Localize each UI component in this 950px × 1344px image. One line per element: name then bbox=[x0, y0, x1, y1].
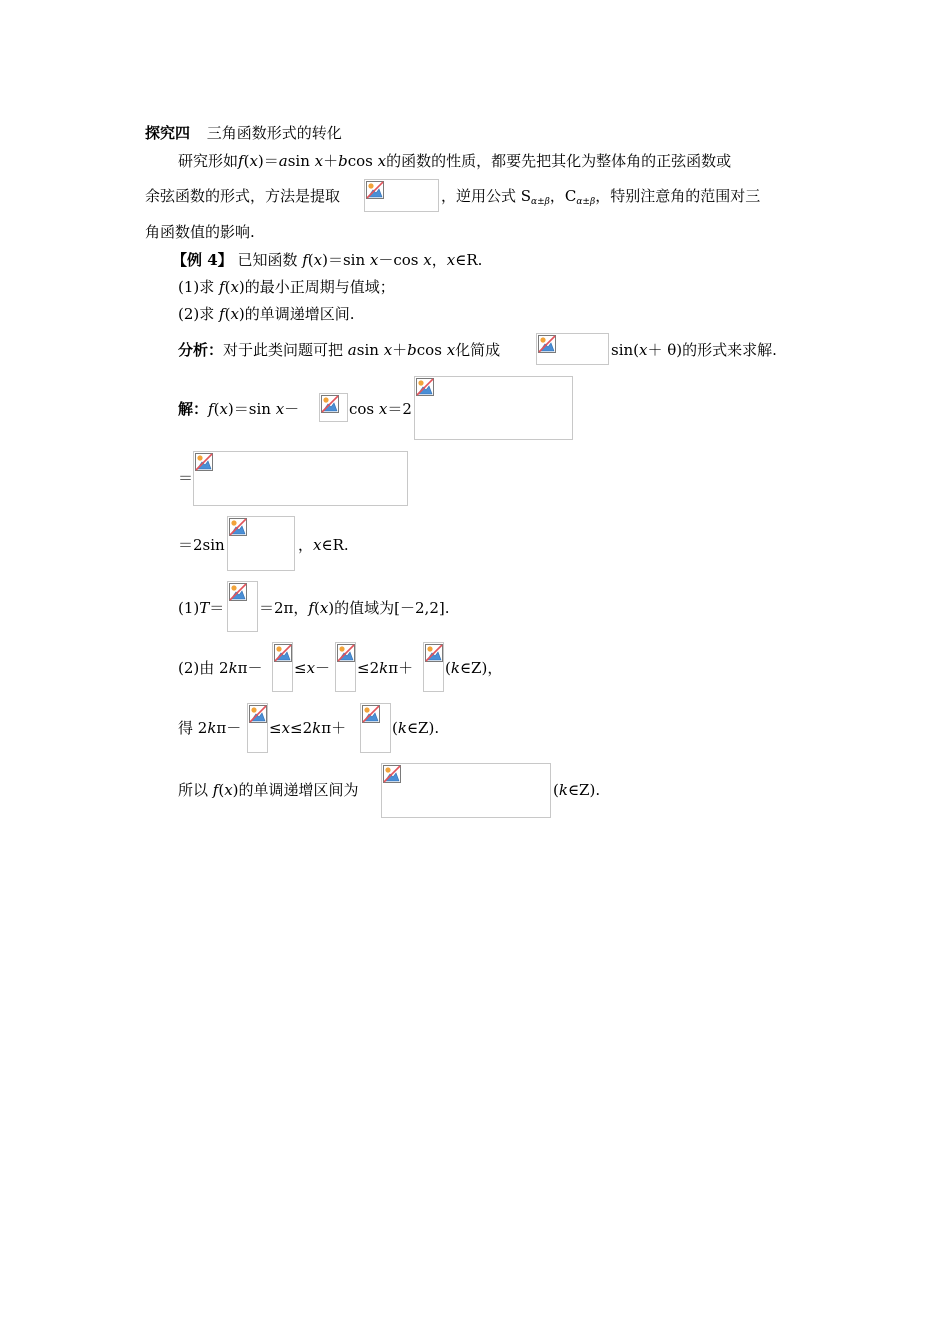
text: ≤2 bbox=[290, 719, 313, 737]
solution-line-2 bbox=[178, 468, 193, 488]
text: x bbox=[306, 659, 316, 677]
text: f bbox=[238, 152, 244, 170]
broken-image-icon bbox=[249, 705, 267, 723]
text: T bbox=[199, 599, 210, 617]
intro-line-2-cont bbox=[441, 186, 760, 212]
example-question-1 bbox=[178, 277, 395, 297]
text: ∈Z). bbox=[406, 719, 440, 737]
text: x bbox=[383, 341, 393, 359]
solution-line-3-cont bbox=[298, 535, 349, 555]
text: π＋ bbox=[388, 659, 414, 677]
text: ∈R. bbox=[455, 251, 483, 269]
formula-image-placeholder bbox=[360, 703, 391, 753]
analysis-label: 分析： bbox=[178, 341, 224, 359]
text: 角函数值的影响. bbox=[145, 223, 255, 241]
text: cos bbox=[347, 152, 378, 170]
text: 的函数的性质，都要先把其化为整体角的正弦函数或 bbox=[386, 152, 732, 170]
analysis-line bbox=[178, 340, 500, 360]
text: ＝2 bbox=[387, 400, 412, 418]
text: x bbox=[446, 341, 456, 359]
text: x bbox=[275, 400, 285, 418]
solution-line-1-cont bbox=[349, 399, 412, 419]
solution-part-1 bbox=[178, 598, 224, 618]
solution-part-3 bbox=[178, 718, 241, 738]
text: a bbox=[278, 152, 288, 170]
text: ， bbox=[298, 536, 314, 554]
text: x bbox=[313, 251, 323, 269]
text: )的单调递增区间为 bbox=[232, 781, 359, 799]
formula-image-placeholder bbox=[335, 642, 356, 692]
text: ( bbox=[307, 251, 314, 269]
broken-image-icon bbox=[366, 181, 384, 199]
text: f bbox=[219, 278, 225, 296]
text: 对于此类问题可把 bbox=[223, 341, 348, 359]
text: k bbox=[228, 659, 238, 677]
text: k bbox=[450, 659, 460, 677]
intro-line-3 bbox=[145, 222, 255, 242]
text: x bbox=[313, 536, 322, 554]
solution-part-2 bbox=[178, 658, 263, 678]
text: － bbox=[315, 659, 331, 677]
broken-image-icon bbox=[229, 518, 247, 536]
text: (1) bbox=[178, 599, 200, 617]
text: ( bbox=[213, 400, 220, 418]
text: ＝ bbox=[178, 469, 194, 487]
text: ≤2 bbox=[357, 659, 380, 677]
text: ＝2sin bbox=[178, 536, 225, 554]
subscript: α±β bbox=[576, 197, 596, 207]
broken-image-icon bbox=[195, 453, 213, 471]
section-heading: 探究四 bbox=[145, 124, 191, 142]
text: )的单调递增区间. bbox=[238, 305, 355, 323]
formula-image-placeholder bbox=[247, 703, 268, 753]
text: ，C bbox=[549, 187, 577, 205]
text: f bbox=[212, 781, 219, 799]
solution-part-2-end bbox=[445, 658, 502, 678]
text: π＋ bbox=[321, 719, 347, 737]
text: (2)由 2 bbox=[178, 659, 229, 677]
formula-image-placeholder bbox=[272, 642, 293, 692]
text: (1)求 bbox=[178, 278, 220, 296]
text: f bbox=[208, 400, 214, 418]
formula-image-placeholder bbox=[193, 451, 408, 506]
solution-part-2-mid bbox=[294, 658, 330, 678]
intro-line-1 bbox=[178, 151, 731, 171]
text: ( bbox=[224, 278, 231, 296]
text: ＝2π， bbox=[259, 599, 309, 617]
solution-line-1 bbox=[178, 399, 299, 419]
text: ≤ bbox=[294, 659, 307, 677]
broken-image-icon bbox=[538, 335, 556, 353]
text: )的最小正周期与值域； bbox=[238, 278, 395, 296]
text: x bbox=[446, 251, 456, 269]
text: ，逆用公式 S bbox=[441, 187, 532, 205]
solution-part-3-end bbox=[392, 718, 439, 738]
text: x bbox=[369, 251, 379, 269]
broken-image-icon bbox=[383, 765, 401, 783]
solution-conclusion-end bbox=[553, 780, 600, 800]
text: x bbox=[378, 400, 388, 418]
text: f bbox=[302, 251, 308, 269]
intro-line-2 bbox=[145, 186, 340, 206]
formula-image-placeholder bbox=[319, 393, 348, 422]
text: x bbox=[377, 152, 387, 170]
text: k bbox=[207, 719, 217, 737]
formula-image-placeholder bbox=[364, 179, 439, 212]
text: ( bbox=[218, 781, 225, 799]
text: x bbox=[314, 152, 324, 170]
solution-label: 解： bbox=[178, 400, 209, 418]
text: cos bbox=[416, 341, 447, 359]
solution-conclusion bbox=[178, 780, 359, 800]
text: ，特别注意角的范围对三 bbox=[595, 187, 761, 205]
broken-image-icon bbox=[229, 583, 247, 601]
text: sin bbox=[287, 152, 315, 170]
text: sin( bbox=[611, 341, 640, 359]
text: )＝ bbox=[257, 152, 279, 170]
text: 余弦函数的形式，方法是提取 bbox=[145, 187, 341, 205]
text: x bbox=[639, 341, 648, 359]
text: x bbox=[423, 251, 432, 269]
subscript: α±β bbox=[531, 197, 550, 207]
text: x bbox=[224, 781, 233, 799]
text: x bbox=[281, 719, 291, 737]
text: f bbox=[308, 599, 314, 617]
text: b bbox=[338, 152, 348, 170]
broken-image-icon bbox=[337, 644, 355, 662]
formula-image-placeholder bbox=[227, 581, 258, 632]
solution-line-3 bbox=[178, 535, 225, 555]
broken-image-icon bbox=[362, 705, 380, 723]
text: k bbox=[397, 719, 407, 737]
text: ( bbox=[224, 305, 231, 323]
example-label: 【例 4】 bbox=[172, 251, 233, 269]
text: b bbox=[407, 341, 417, 359]
text: ( bbox=[313, 599, 320, 617]
text: ＝ bbox=[209, 599, 225, 617]
solution-part-2-mid2 bbox=[357, 658, 413, 678]
text: －cos bbox=[378, 251, 424, 269]
formula-image-placeholder bbox=[536, 333, 609, 365]
text: ， bbox=[431, 251, 447, 269]
example-statement bbox=[172, 250, 482, 270]
text: k bbox=[558, 781, 568, 799]
text: 得 2 bbox=[178, 719, 208, 737]
text: ≤ bbox=[269, 719, 282, 737]
text: 化简成 bbox=[455, 341, 501, 359]
text: ( bbox=[243, 152, 250, 170]
text: cos bbox=[349, 400, 379, 418]
text: 所以 bbox=[178, 781, 213, 799]
text: x bbox=[319, 599, 329, 617]
text: f bbox=[219, 305, 225, 323]
text: ( bbox=[392, 719, 398, 737]
analysis-line-cont bbox=[611, 340, 777, 360]
broken-image-icon bbox=[416, 378, 434, 396]
text: x bbox=[249, 152, 258, 170]
text: π－ bbox=[216, 719, 242, 737]
text: ( bbox=[445, 659, 451, 677]
text: ＋ θ)的形式来求解. bbox=[647, 341, 777, 359]
text: 已知函数 bbox=[232, 251, 303, 269]
text: )的值域为[－2,2]. bbox=[328, 599, 450, 617]
text: x bbox=[230, 278, 239, 296]
section-header bbox=[145, 123, 342, 143]
formula-image-placeholder bbox=[423, 642, 444, 692]
text: ∈Z). bbox=[567, 781, 601, 799]
text: sin bbox=[356, 341, 384, 359]
text: a bbox=[347, 341, 357, 359]
text: )＝sin bbox=[227, 400, 276, 418]
text: － bbox=[284, 400, 300, 418]
text: π－ bbox=[237, 659, 263, 677]
formula-image-placeholder bbox=[414, 376, 573, 440]
example-question-2 bbox=[178, 304, 355, 324]
broken-image-icon bbox=[425, 644, 443, 662]
text: ＋ bbox=[392, 341, 408, 359]
text: ∈R. bbox=[321, 536, 349, 554]
text: x bbox=[230, 305, 239, 323]
formula-image-placeholder bbox=[227, 516, 295, 571]
section-title: 三角函数形式的转化 bbox=[206, 124, 342, 142]
text: 研究形如 bbox=[178, 152, 239, 170]
solution-part-1-cont bbox=[259, 598, 449, 618]
text: ( bbox=[553, 781, 559, 799]
broken-image-icon bbox=[321, 395, 339, 413]
text: )＝sin bbox=[322, 251, 370, 269]
formula-image-placeholder bbox=[381, 763, 551, 818]
text: x bbox=[219, 400, 228, 418]
text: ∈Z)， bbox=[459, 659, 503, 677]
text: (2)求 bbox=[178, 305, 220, 323]
solution-part-3-mid bbox=[269, 718, 346, 738]
text: ＋ bbox=[323, 152, 339, 170]
text: k bbox=[312, 719, 322, 737]
text: k bbox=[379, 659, 389, 677]
broken-image-icon bbox=[274, 644, 292, 662]
